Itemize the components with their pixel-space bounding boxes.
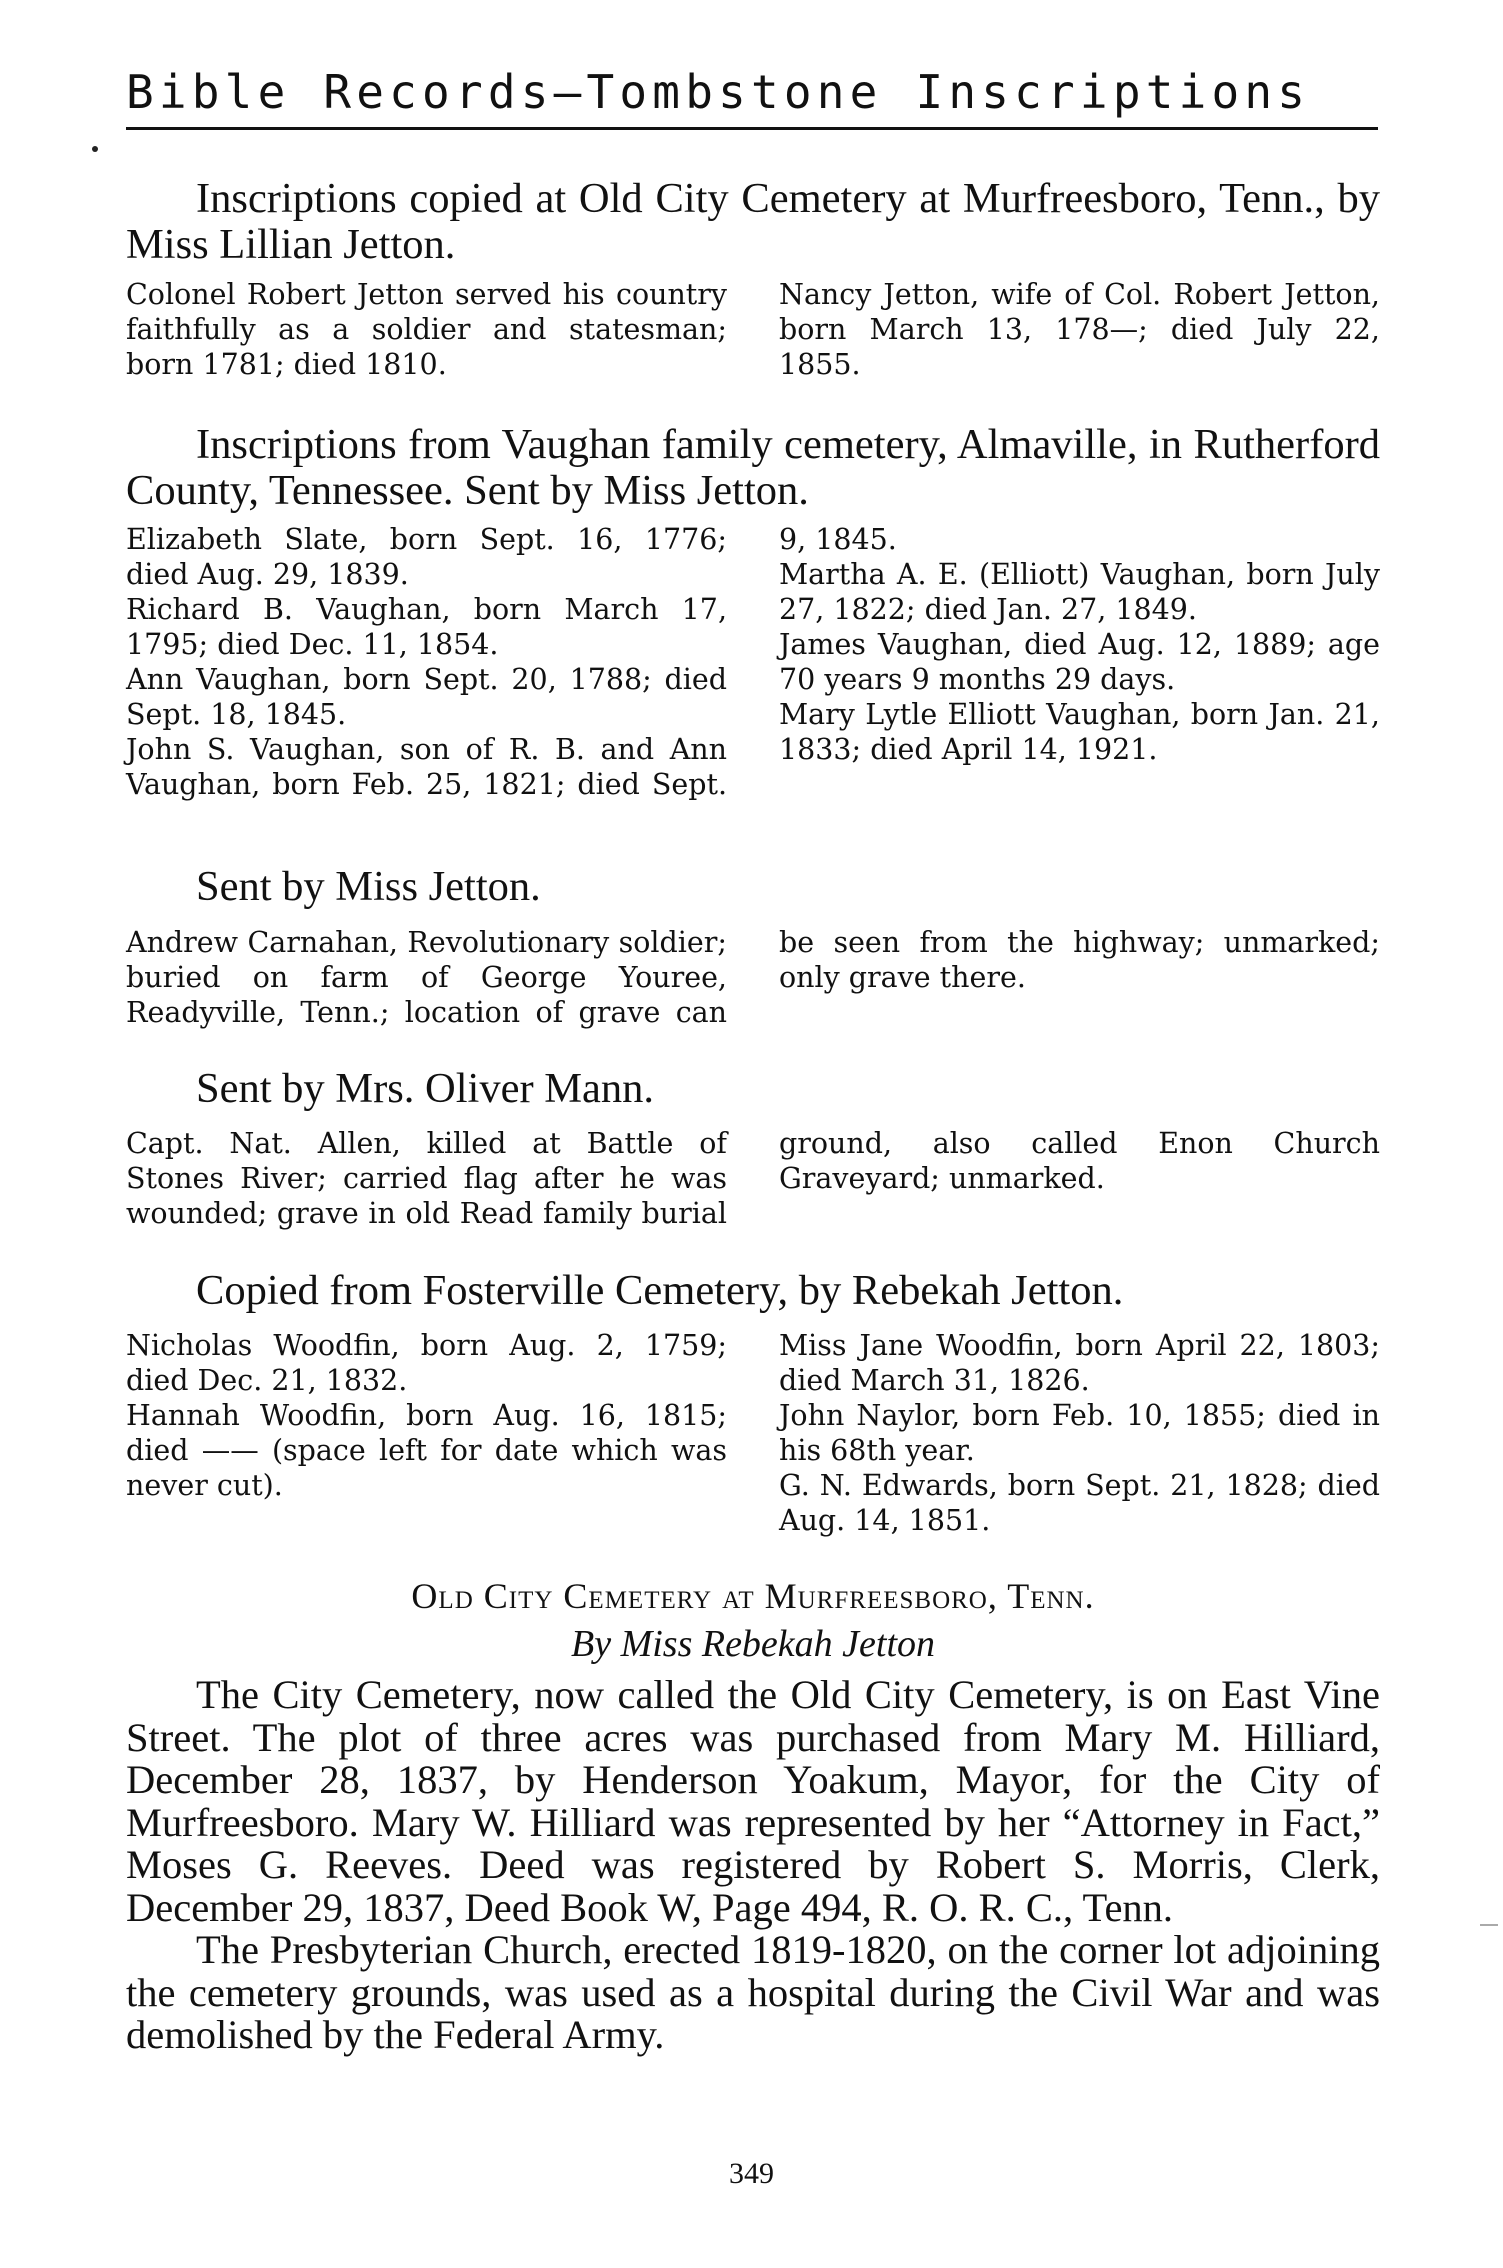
inscription-entry: G. N. Edwards, born Sept. 21, 1828; died Aug. 14, 1851. (779, 1469, 1380, 1537)
inscription-entry: Andrew Carnahan, Revolutionary soldier; buried on farm of George Youree, Readyville, Tenn.; location of grave can be seen from the highway; unmarked; only grave there. (126, 926, 1380, 1029)
section-heading-old-city-cemetery: Inscriptions copied at Old City Cemetery at Murfreesboro, Tenn., by Miss Lillian Jetton. (126, 175, 1380, 268)
inscription-entry: Ann Vaughan, born Sept. 20, 1788; died Sept. 18, 1845. (126, 663, 727, 731)
article-paragraph: The City Cemetery, now called the Old City Cemetery, is on East Vine Street. The plot of three acres was purchased from Mary M. Hilliard, December 28, 1837, by Henderson Yoakum, Mayor, for the City of Murfreesboro. Mary W. Hilliard was represented by her “Attorney in Fact,” Moses G. Reeves. Deed was registered by Robert S. Morris, Clerk, December 29, 1837, Deed Book W, Page 494, R. O. R. C., Tenn. (126, 1672, 1380, 1930)
inscription-entry: Miss Jane Woodfin, born April 22, 1803; died March 31, 1826. (779, 1329, 1380, 1397)
inscription-entry: Colonel Robert Jetton served his country faithfully as a soldier and statesman; born 1781; died 1810. (126, 278, 727, 381)
section-entries-vaughan-cemetery (126, 522, 1380, 842)
inscription-entry: John Naylor, born Feb. 10, 1855; died in his 68th year. (779, 1399, 1380, 1467)
inscription-entry: Mary Lytle Elliott Vaughan, born Jan. 21, 1833; died April 14, 1921. (779, 698, 1380, 766)
inscription-entry: John S. Vaughan, son of R. B. and Ann Vaughan, born Feb. 25, 1821; died Sept. 9, 1845. (126, 523, 897, 801)
section-entries-sent-by-miss-jetton (126, 925, 1380, 1033)
section-heading-fosterville-cemetery: Copied from Fosterville Cemetery, by Rebekah Jetton. (196, 1267, 1124, 1314)
margin-dot (92, 146, 98, 152)
inscription-entry: Elizabeth Slate, born Sept. 16, 1776; died Aug. 29, 1839. (126, 523, 727, 591)
section-heading-sent-by-miss-jetton: Sent by Miss Jetton. (196, 863, 541, 910)
article-title: Old City Cemetery at Murfreesboro, Tenn. (411, 1576, 1095, 1616)
section-heading-sent-by-mrs-oliver-mann: Sent by Mrs. Oliver Mann. (196, 1065, 655, 1112)
inscription-entry: Nancy Jetton, wife of Col. Robert Jetton, born March 13, 178—; died July 22, 1855. (779, 278, 1380, 381)
running-head: Bible Records—Tombstone Inscriptions (126, 65, 1311, 119)
page-number: 349 (729, 2157, 774, 2190)
inscription-entry: James Vaughan, died Aug. 12, 1889; age 70 years 9 months 29 days. (779, 628, 1380, 696)
article-paragraph: The Presbyterian Church, erected 1819-1820, on the corner lot adjoining the cemetery grounds, was used as a hospital during the Civil War and was demolished by the Federal Army. (126, 1927, 1380, 2057)
inscription-entry: Nicholas Woodfin, born Aug. 2, 1759; died Dec. 21, 1832. (126, 1329, 727, 1397)
article-body (126, 1674, 1380, 2057)
section-entries-old-city-cemetery (126, 277, 1380, 383)
section-entries-sent-by-mrs-oliver-mann (126, 1126, 1380, 1234)
article-byline: By Miss Rebekah Jetton (570, 1623, 936, 1665)
inscription-entry: Capt. Nat. Allen, killed at Battle of Stones River; carried flag after he was wounded; grave in old Read family burial ground, also called Enon Church Graveyard; unmarked. (126, 1127, 1380, 1230)
header-rule (126, 127, 1378, 130)
inscription-entry: Hannah Woodfin, born Aug. 16, 1815; died —— (space left for date which was never cut). (126, 1399, 727, 1502)
margin-mark (1480, 1924, 1498, 1926)
section-entries-fosterville-cemetery (126, 1328, 1380, 1540)
inscription-entry: Martha A. E. (Elliott) Vaughan, born July 27, 1822; died Jan. 27, 1849. (779, 558, 1380, 626)
inscription-entry: Richard B. Vaughan, born March 17, 1795; died Dec. 11, 1854. (126, 593, 727, 661)
section-heading-vaughan-cemetery: Inscriptions from Vaughan family cemetery, Almaville, in Rutherford County, Tennessee. Sent by Miss Jetton. (126, 421, 1380, 514)
